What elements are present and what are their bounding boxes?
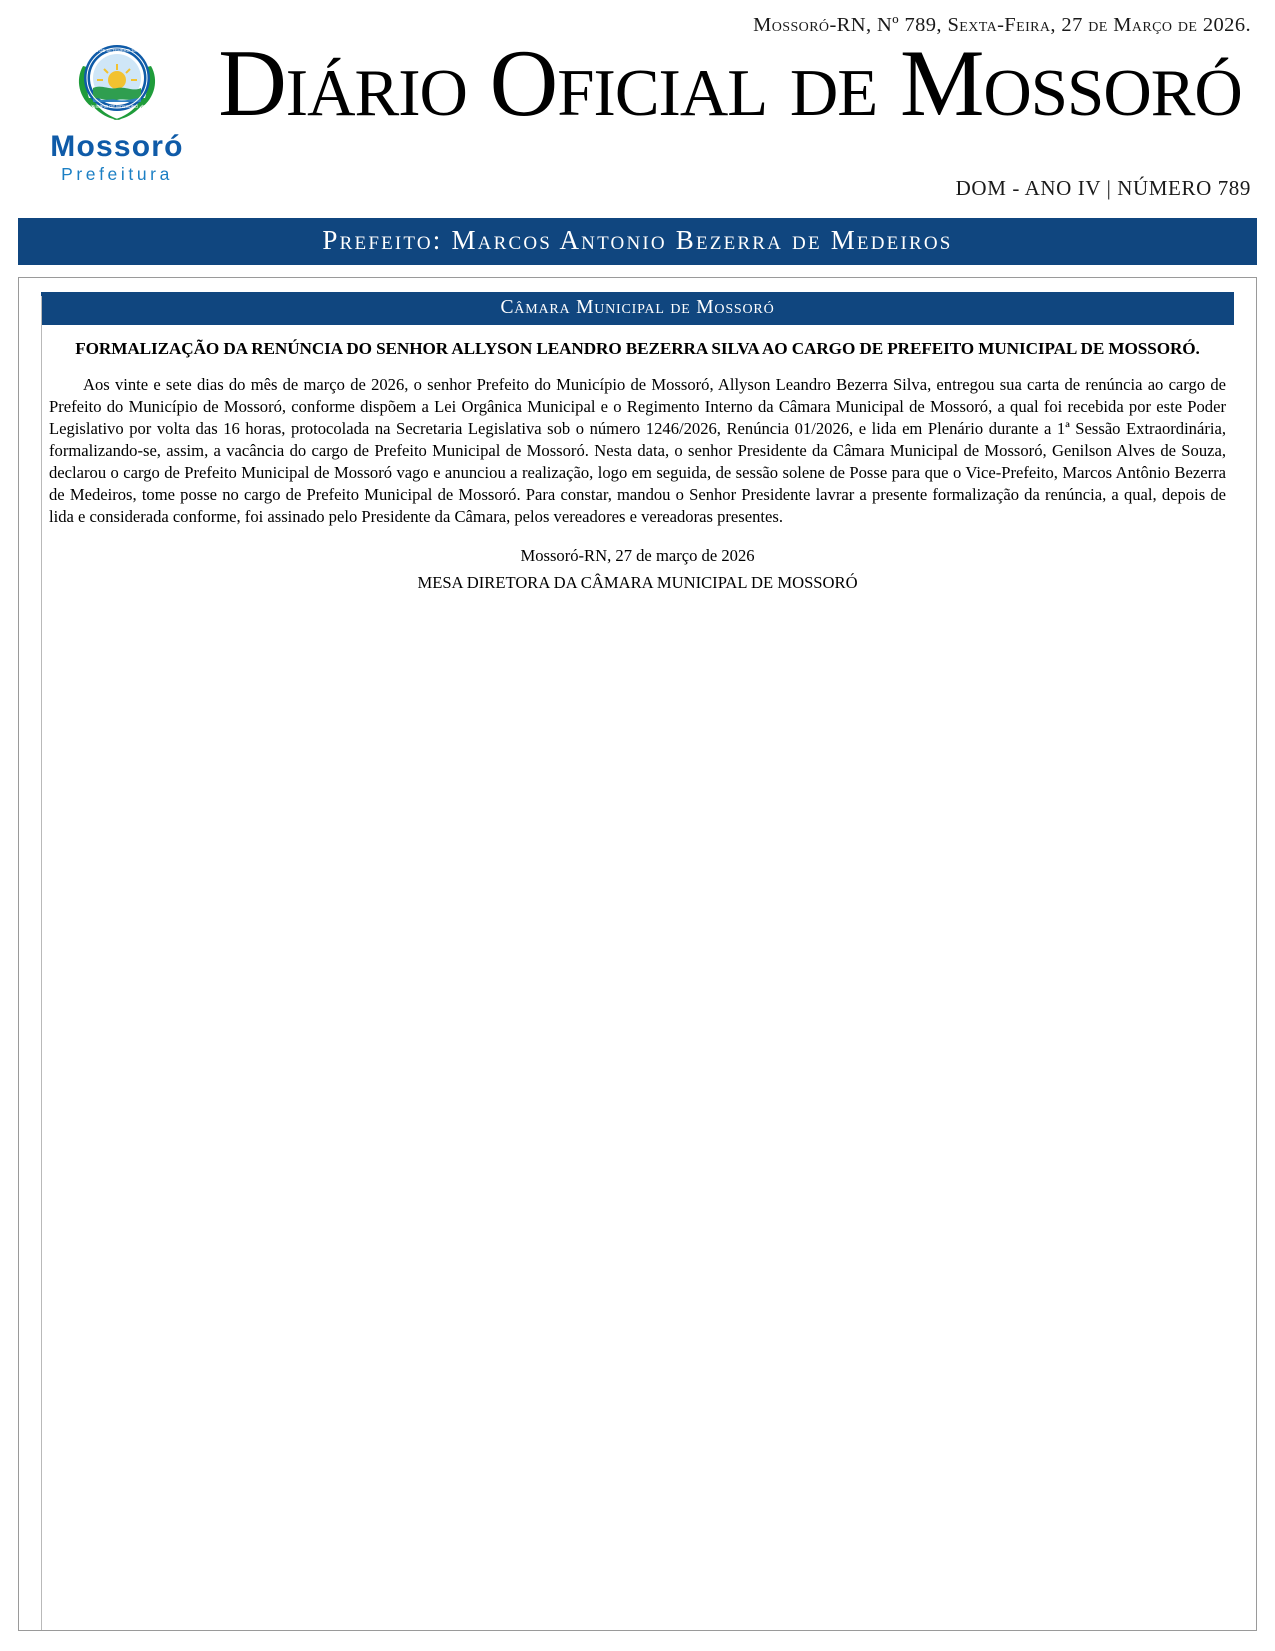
document-signer: MESA DIRETORA DA CÂMARA MUNICIPAL DE MOSSORÓ — [417, 572, 858, 592]
content-frame — [18, 277, 1257, 1631]
svg-text:MUNICÍPIO DE MOSSORÓ · RN: MUNICÍPIO DE MOSSORÓ · RN — [86, 104, 148, 109]
document-place-date: Mossoró-RN, 27 de março de 2026 — [520, 545, 755, 565]
document-title: FORMALIZAÇÃO DA RENÚNCIA DO SENHOR ALLYSON LEANDRO BEZERRA SILVA AO CARGO DE PREFEITO MUNICIPAL DE MOSSORÓ. — [75, 339, 1200, 358]
logo-city-name: Mossoró — [50, 130, 184, 163]
coat-of-arms-icon — [71, 36, 163, 128]
edition-subtitle: DOM - ANO IV | NÚMERO 789 — [955, 176, 1251, 200]
document-body: Aos vinte e sete dias do mês de março de 2026, o senhor Prefeito do Município de Mossoró, Allyson Leandro Bezerra Silva, entregou sua carta de renúncia ao cargo de Prefeito do Município de Mossoró, conforme dispõem a Lei Orgânica Municipal e o Regimento Interno da Câmara Municipal de Mossoró, a qual foi recebida por este Poder Legislativo por volta das 16 horas, protocolada na Secretaria Legislativa sob o número 1246/2026, Renúncia 01/2026, e lida em Plenário durante a 1ª Sessão Extraordinária, formalizando-se, assim, a vacância do cargo de Prefeito Municipal de Mossoró. Nesta data, o senhor Presidente da Câmara Municipal de Mossoró, Genilson Alves de Souza, declarou o cargo de Prefeito Municipal de Mossoró vago e anunciou a realização, logo em seguida, de sessão solene de Posse para que o Vice-Prefeito, Marcos Antônio Bezerra de Medeiros, tome posse no cargo de Prefeito Municipal de Mossoró. Para constar, mandou o Senhor Presidente lavrar a presente formalização da renúncia, a qual, depois de lida e considerada conforme, foi assinado pelo Presidente da Câmara, pelos vereadores e vereadoras presentes. — [49, 374, 1226, 526]
logo-tagline: Prefeitura — [61, 164, 173, 184]
newspaper-title: Diário Oficial de Mossoró — [218, 30, 1242, 136]
left-margin-rule — [41, 296, 42, 1630]
section-header-camara: Câmara Municipal de Mossoró — [41, 292, 1234, 325]
masthead — [0, 0, 1275, 210]
mayor-banner: Prefeito: Marcos Antonio Bezerra de Medeiros — [18, 218, 1257, 265]
issue-line: Mossoró-RN, Nº 789, Sexta-Feira, 27 de Março de 2026. — [753, 14, 1251, 36]
prefeitura-logo — [22, 36, 212, 186]
svg-text:30 DE SETEMBRO 1870: 30 DE SETEMBRO 1870 — [93, 48, 141, 53]
